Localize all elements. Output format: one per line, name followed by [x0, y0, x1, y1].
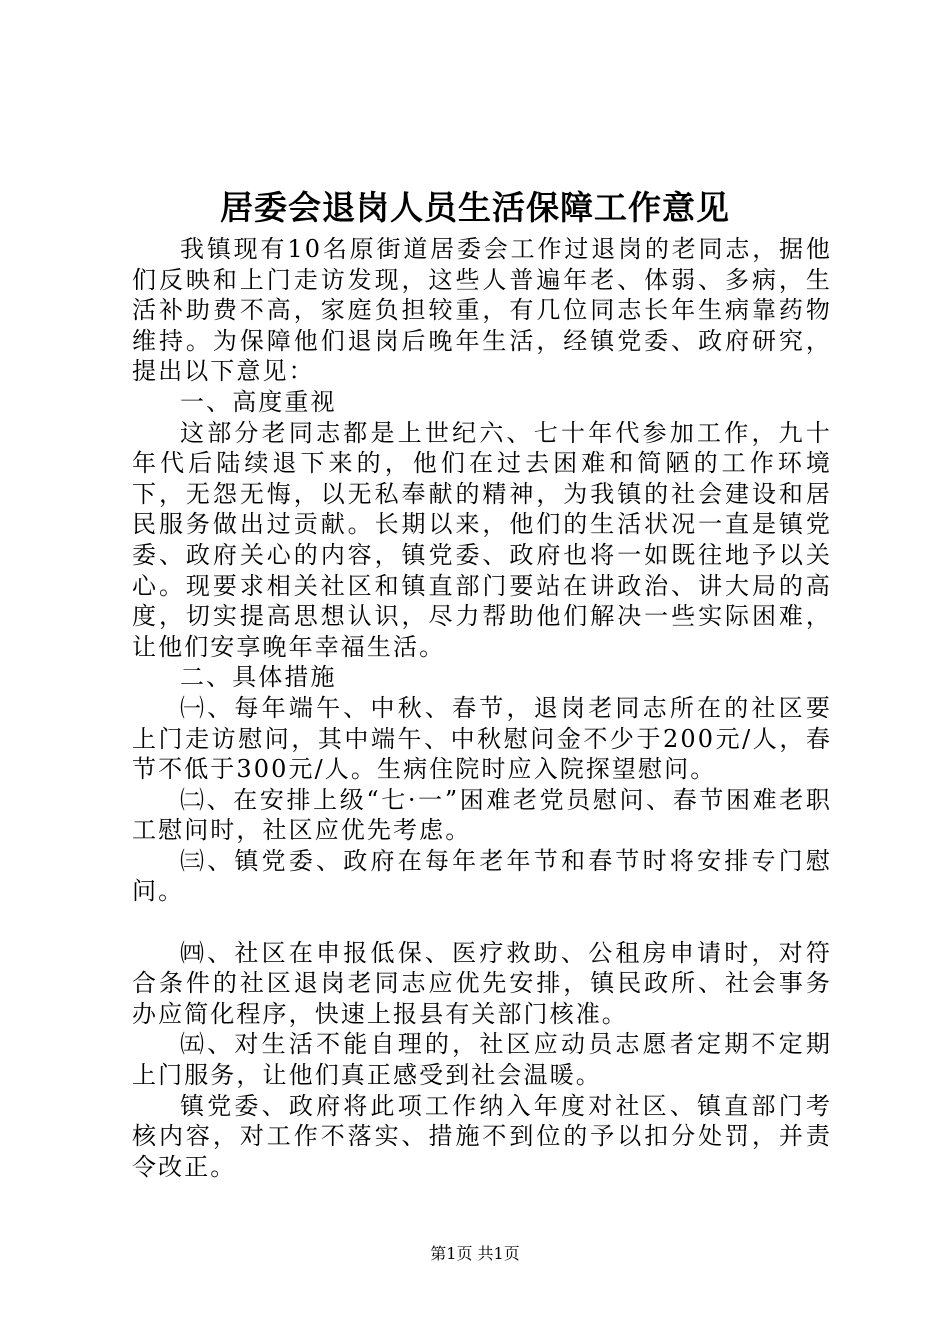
section-heading-2: 二、具体措施 [180, 663, 337, 692]
measure-item-1: ㈠、每年端午、中秋、春节，退岗老同志所在的社区要上门走访慰问，其中端午、中秋慰问金不少于200元/人，春节不低于300元/人。生病住院时应入院探望慰问。 [132, 693, 832, 784]
page-footer: 第1页 共1页 [430, 1244, 520, 1263]
document-title: 居委会退岗人员生活保障工作意见 [220, 188, 730, 227]
closing-paragraph: 镇党委、政府将此项工作纳入年度对社区、镇直部门考核内容，对工作不落实、措施不到位的予以扣分处罚，并责令改正。 [132, 1091, 832, 1181]
measure-item-5: ㈤、对生活不能自理的，社区应动员志愿者定期不定期上门服务，让他们真正感受到社会温暖。 [132, 1030, 832, 1090]
measure-item-2: ㈡、在安排上级“七·一”困难老党员慰问、春节困难老职工慰问时，社区应优先考虑。 [132, 785, 832, 845]
intro-paragraph: 我镇现有10名原街道居委会工作过退岗的老同志，据他们反映和上门走访发现，这些人普遍年老、体弱、多病，生活补助费不高，家庭负担较重，有几位同志长年生病靠药物维持。为保障他们退岗后晚年生活，经镇党委、政府研究，提出以下意见： [132, 235, 832, 386]
measure-item-4: ㈣、社区在申报低保、医疗救助、公租房申请时，对符合条件的社区退岗老同志应优先安排，镇民政所、社会事务办应简化程序，快速上报县有关部门核准。 [132, 938, 832, 1028]
section-heading-1: 一、高度重视 [180, 387, 337, 416]
section-1-paragraph: 这部分老同志都是上世纪六、七十年代参加工作，九十年代后陆续退下来的，他们在过去困难和简陋的工作环境下，无怨无悔，以无私奉献的精神，为我镇的社会建设和居民服务做出过贡献。长期以来，他们的生活状况一直是镇党委、政府关心的内容，镇党委、政府也将一如既往地予以关心。现要求相关社区和镇直部门要站在讲政治、讲大局的高度，切实提高思想认识，尽力帮助他们解决一些实际困难，让他们安享晚年幸福生活。 [132, 418, 832, 661]
measure-item-3: ㈢、镇党委、政府在每年老年节和春节时将安排专门慰问。 [132, 846, 832, 906]
document-body [132, 234, 832, 1182]
